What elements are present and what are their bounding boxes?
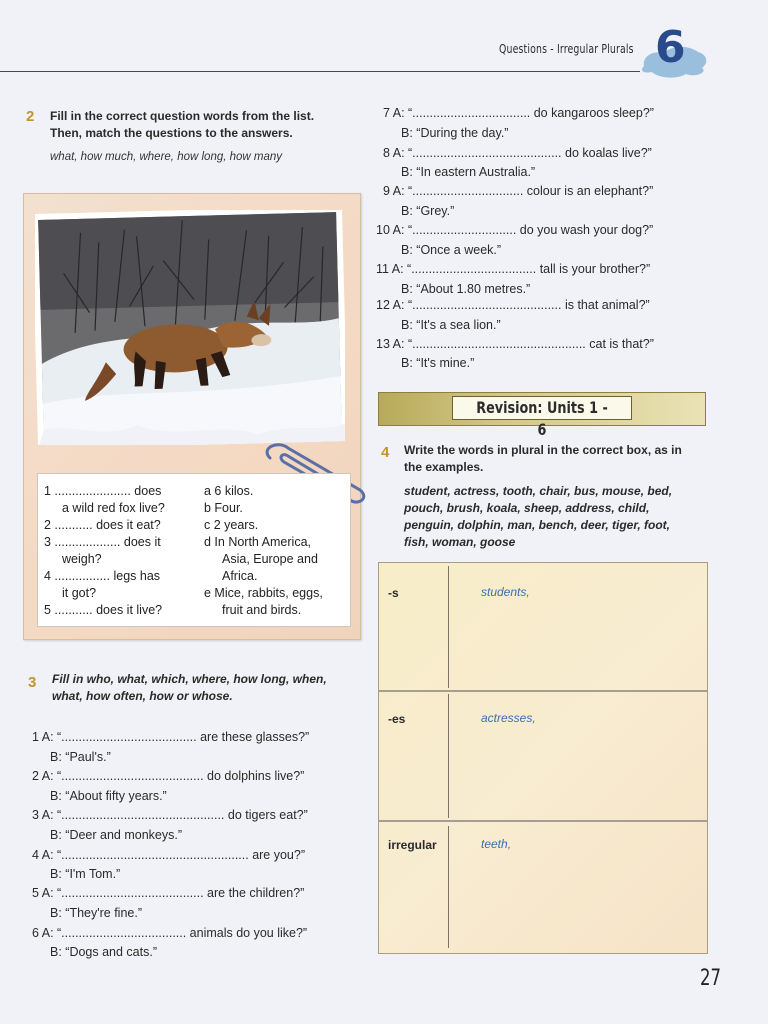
ex3-line-4b: B: “I'm Tom.” (50, 867, 121, 881)
ex3-line-11b: B: “About 1.80 metres.” (401, 282, 531, 296)
exercise-4-instruction-2: the examples. (404, 460, 484, 474)
ex3-line-9a: 9 A: “................................ colour is an elephant?” (383, 184, 654, 198)
question-2: 2 ........... does it eat? (44, 518, 161, 532)
exercise-4-words-4: fish, woman, goose (404, 535, 516, 549)
exercise-3-instruction-1: Fill in who, what, which, where, how long, when, (52, 672, 327, 686)
ex3-line-3a: 3 A: “............................................... do tigers eat?” (32, 808, 308, 822)
table-divider-1 (378, 690, 708, 692)
answer-d-line-2: Asia, Europe and (222, 552, 318, 566)
header-rule (0, 71, 640, 72)
exercise-4-instruction-1: Write the words in plural in the correct box, as in (404, 443, 682, 457)
ex3-line-12a: 12 A: “........................................... is that animal?” (376, 298, 650, 312)
answer-d-line-3: Africa. (222, 569, 258, 583)
answer-e-line-1: e Mice, rabbits, eggs, (204, 586, 323, 600)
question-1-line-1: 1 ...................... does (44, 484, 162, 498)
ex3-line-2b: B: “About fifty years.” (50, 789, 167, 803)
ex3-line-3b: B: “Deer and monkeys.” (50, 828, 182, 842)
question-5: 5 ........... does it live? (44, 603, 163, 617)
exercise-3-instruction-2: what, how often, how or whose. (52, 689, 233, 703)
table-row-label-s: -s (388, 586, 399, 600)
question-4-line-2: it got? (62, 586, 97, 600)
exercise-4-words-1: student, actress, tooth, chair, bus, mouse, bed, (404, 484, 673, 498)
answer-c: c 2 years. (204, 518, 259, 532)
ex3-line-13b: B: “It's mine.” (401, 356, 475, 370)
answer-b: b Four. (204, 501, 243, 515)
ex3-line-9b: B: “Grey.” (401, 204, 455, 218)
answer-e-line-2: fruit and birds. (222, 603, 302, 617)
exercise-3-number: 3 (28, 674, 37, 691)
question-1-line-2: a wild red fox live? (62, 501, 165, 515)
exercise-4-words-2: pouch, brush, koala, sheep, address, child, (404, 501, 650, 515)
question-3-line-1: 3 ................... does it (44, 535, 161, 549)
exercise-2-number: 2 (26, 108, 35, 125)
question-3-line-2: weigh? (62, 552, 102, 566)
ex3-line-1b: B: “Paul's.” (50, 750, 111, 764)
exercise-2-instruction-2: Then, match the questions to the answers. (50, 126, 293, 140)
exercise-2-word-list: what, how much, where, how long, how many (50, 151, 283, 163)
table-row-example-s: students, (481, 585, 530, 599)
ex3-line-13a: 13 A: “.................................................. cat is that?” (376, 337, 654, 351)
revision-label: Revision: Units 1 - 6 (476, 398, 608, 439)
answer-a: a 6 kilos. (204, 484, 254, 498)
ex3-line-5b: B: “They're fine.” (50, 906, 142, 920)
exercise-4-number: 4 (381, 444, 390, 461)
exercise-2-instruction-1: Fill in the correct question words from the list. (50, 109, 315, 123)
ex3-line-7b: B: “During the day.” (401, 126, 509, 140)
ex3-line-6a: 6 A: “.................................... animals do you like?” (32, 926, 308, 940)
ex3-line-7a: 7 A: “.................................. do kangaroos sleep?” (383, 106, 654, 120)
ex3-line-4a: 4 A: “...................................................... are you?” (32, 848, 305, 862)
ex3-line-11a: 11 A: “.................................... tall is your brother?” (376, 262, 651, 276)
ex3-line-12b: B: “It's a sea lion.” (401, 318, 501, 332)
table-row-label-es: -es (388, 712, 406, 726)
question-4-line-1: 4 ................ legs has (44, 569, 161, 583)
ex3-line-10a: 10 A: “.............................. do you wash your dog?” (376, 223, 654, 237)
ex3-line-5a: 5 A: “......................................... are the children?” (32, 886, 305, 900)
table-row-example-irregular: teeth, (481, 837, 512, 851)
ex3-line-2a: 2 A: “......................................... do dolphins live?” (32, 769, 305, 783)
ex3-line-1a: 1 A: “....................................... are these glasses?” (32, 730, 310, 744)
table-column-divider-2 (448, 694, 449, 818)
red-fox-photo (35, 210, 345, 445)
page-header-title: Questions - Irregular Plurals (499, 42, 634, 56)
ex3-line-8b: B: “In eastern Australia.” (401, 165, 536, 179)
table-column-divider-1 (448, 566, 449, 688)
exercise-4-words-3: penguin, dolphin, man, bench, deer, tiger, foot, (404, 518, 671, 532)
answer-d-line-1: d In North America, (204, 535, 311, 549)
ex3-line-10b: B: “Once a week.” (401, 243, 502, 257)
revision-label-box (452, 396, 632, 439)
unit-number: 6 (655, 22, 686, 73)
ex3-line-8a: 8 A: “........................................... do koalas live?” (383, 146, 652, 160)
table-row-example-es: actresses, (481, 711, 536, 725)
table-row-label-irregular: irregular (388, 838, 437, 852)
plural-table (378, 562, 708, 954)
ex3-line-6b: B: “Dogs and cats.” (50, 945, 157, 959)
page-number: 27 (700, 966, 721, 991)
table-column-divider-3 (448, 826, 449, 948)
matching-box (37, 473, 351, 627)
table-divider-2 (378, 820, 708, 822)
